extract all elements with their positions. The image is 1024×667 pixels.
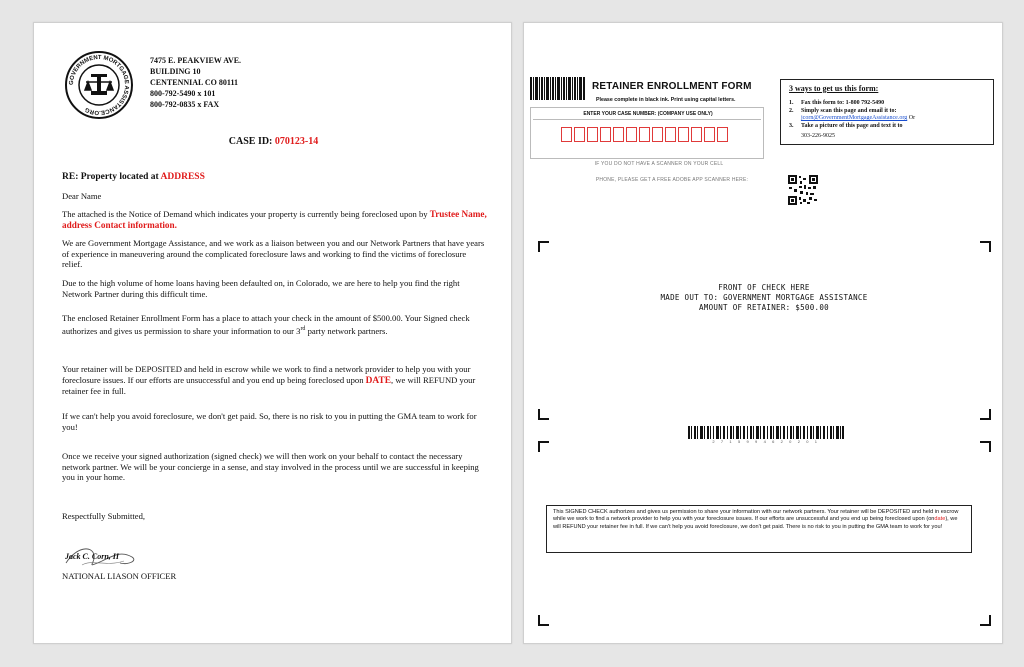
paragraph-1 [62,209,488,230]
way-email: Simply scan this page and email it to: [801,108,897,114]
barcode-number: 2 7 1 5 9 9 4 6 2 0 2 0 1 [712,439,820,444]
case-number-label: ENTER YOUR CASE NUMBER: (COMPANY USE ONLY) [583,111,713,117]
enrollment-form-page [523,22,1003,644]
form-subtitle: Please complete in black ink. Print using capital letters. [596,97,736,103]
paragraph-4 [62,313,488,336]
no-scanner-line-1: IF YOU DO NOT HAVE A SCANNER ON YOUR CELL [594,161,724,167]
case-digit-box[interactable] [704,127,715,142]
ways-title: 3 ways to get us this form: [789,84,879,93]
paragraph-4-end: party network partners. [305,325,388,336]
paragraph-1-text: The attached is the Notice of Demand which indicates your property is currently being foreclosed upon by [62,209,428,219]
case-digit-box[interactable] [574,127,585,142]
address-line: CENTENNIAL CO 80111 [150,78,239,87]
divider [533,119,761,120]
crop-mark [980,441,991,452]
way-email-link-line [801,115,915,122]
paragraph-4-text: The enclosed Retainer Enrollment Form has a place to attach your check in the amount of $500.00. Your Signed check authorizes and gives us permission to share your information to our 3 [62,313,470,336]
notice-text-2: ), we will REFUND your retainer fee in full. If we can't help you avoid foreclosure, we don't get paid. There is no risk to you in putting the GMA team to work for you! [553,516,958,530]
paragraph-6: If we can't help you avoid foreclosure, we don't get paid. So, there is no risk to you in putting the GMA team to work for you! [62,411,477,432]
re-address: ADDRESS [160,172,205,182]
way-email-or: Or [907,115,916,121]
case-digit-box[interactable] [691,127,702,142]
form-title: RETAINER ENROLLMENT FORM [592,81,752,92]
address-line: 800-792-5490 x 101 [150,89,216,98]
way-fax: Fax this form to: 1-800 792-5490 [801,100,885,106]
case-digit-box[interactable] [613,127,624,142]
case-digit-box[interactable] [600,127,611,142]
superscript-rd: rd [300,325,306,332]
case-id-label: CASE ID: [228,136,273,147]
seal-text: GOVERNMENT MORTGAGE ASSISTANCE.ORG [68,54,130,116]
case-digit-box[interactable] [587,127,598,142]
qr-code[interactable] [788,175,818,205]
crop-mark [980,615,991,626]
check-line-3: AMOUNT OF RETAINER: $500.00 [698,303,829,312]
crop-mark [538,241,549,252]
paragraph-5-text: Your retainer will be DEPOSITED and held in escrow while we work to find a network provider to help you with your foreclosure issues. If our efforts are unsuccessful and you end up being foreclosed upon [62,364,471,385]
re-prefix: RE: Property located at [62,172,159,182]
paragraph-3: Due to the high volume of home loans having been defaulted on, in Colorado, we are here to help you find the right Network Partner during this difficult time. [62,278,460,299]
case-digit-box[interactable] [561,127,572,142]
paragraph-2: We are Government Mortgage Assistance, and we work as a liaison between you and our Network Partners that have years of experience in maneuvering around the complicated foreclosure laws and working to find the victims of foreclosure relief. [62,238,485,270]
case-digit-box[interactable] [626,127,637,142]
sender-address [150,55,241,110]
foreclosure-date: DATE [365,375,392,386]
address-line: 800-792-0835 x FAX [150,100,220,109]
submission-methods-box [780,79,994,145]
crop-mark [538,409,549,420]
authorization-notice [546,505,972,553]
case-digit-box[interactable] [717,127,728,142]
form-barcode [530,77,586,100]
crop-mark [980,241,991,252]
case-digit-box[interactable] [652,127,663,142]
signature-title: NATIONAL LIASON OFFICER [62,571,177,581]
gma-seal-logo [64,50,134,120]
check-line-1: FRONT OF CHECK HERE [718,283,810,292]
crop-mark [538,441,549,452]
address-line: BUILDING 10 [150,67,201,76]
case-digit-box[interactable] [639,127,650,142]
case-number-box [530,107,764,159]
trustee-info: Trustee Name, address Contact information. [62,209,487,230]
paragraph-7: Once we receive your signed authorization (signed check) we will then work on your behalf to contact the necessary network partner. We will be your concierge in a sense, and stay involved in the process until we are successful in keeping you in your home. [62,451,479,483]
check-instructions [524,283,1004,313]
paragraph-5 [62,364,488,397]
salutation: Dear Name [62,191,102,201]
notice-text-1: This SIGNED CHECK authorizes and gives us permission to share your information with our network partners. Your retainer will be DEPOSITED and held in escrow while we work to find a network provider to help you with your foreclosure issues. If our efforts are unsuccessful and you end up being foreclosed upon (on [553,509,959,523]
case-id [34,136,513,147]
check-barcode [688,426,844,439]
letter-page [33,22,512,644]
case-digit-box[interactable] [665,127,676,142]
paragraph-5-end: , we will REFUND your retainer fee in full. [62,374,476,397]
address-line: 7475 E. PEAKVIEW AVE. [150,56,242,65]
case-digit-box[interactable] [678,127,689,142]
case-id-value: 070123-14 [274,136,319,147]
no-scanner-line-2: PHONE, PLEASE GET A FREE ADOBE APP SCANNER HERE: [595,177,749,183]
re-line [62,172,205,182]
way-text: Take a picture of this page and text it to [801,123,903,129]
crop-mark [980,409,991,420]
check-line-2: MADE OUT TO: GOVERNMENT MORTGAGE ASSISTANCE [660,293,868,302]
ways-list: 1. Fax this form to: 1-800 792-5490 2. Simply scan this page and email it to: jcorn@GovernmentMortgageAssistance.org Or 3. Take a picture of this page and text it to 303-226-9025 [789,100,916,139]
crop-mark [538,615,549,626]
notice-date: date [934,516,946,523]
closing: Respectfully Submitted, [62,511,146,521]
email-link[interactable]: jcorn@GovernmentMortgageAssistance.org [801,115,908,121]
signature-name: Jack C. Corn, II [65,552,120,561]
text-phone: 303-226-9025 [801,133,835,139]
